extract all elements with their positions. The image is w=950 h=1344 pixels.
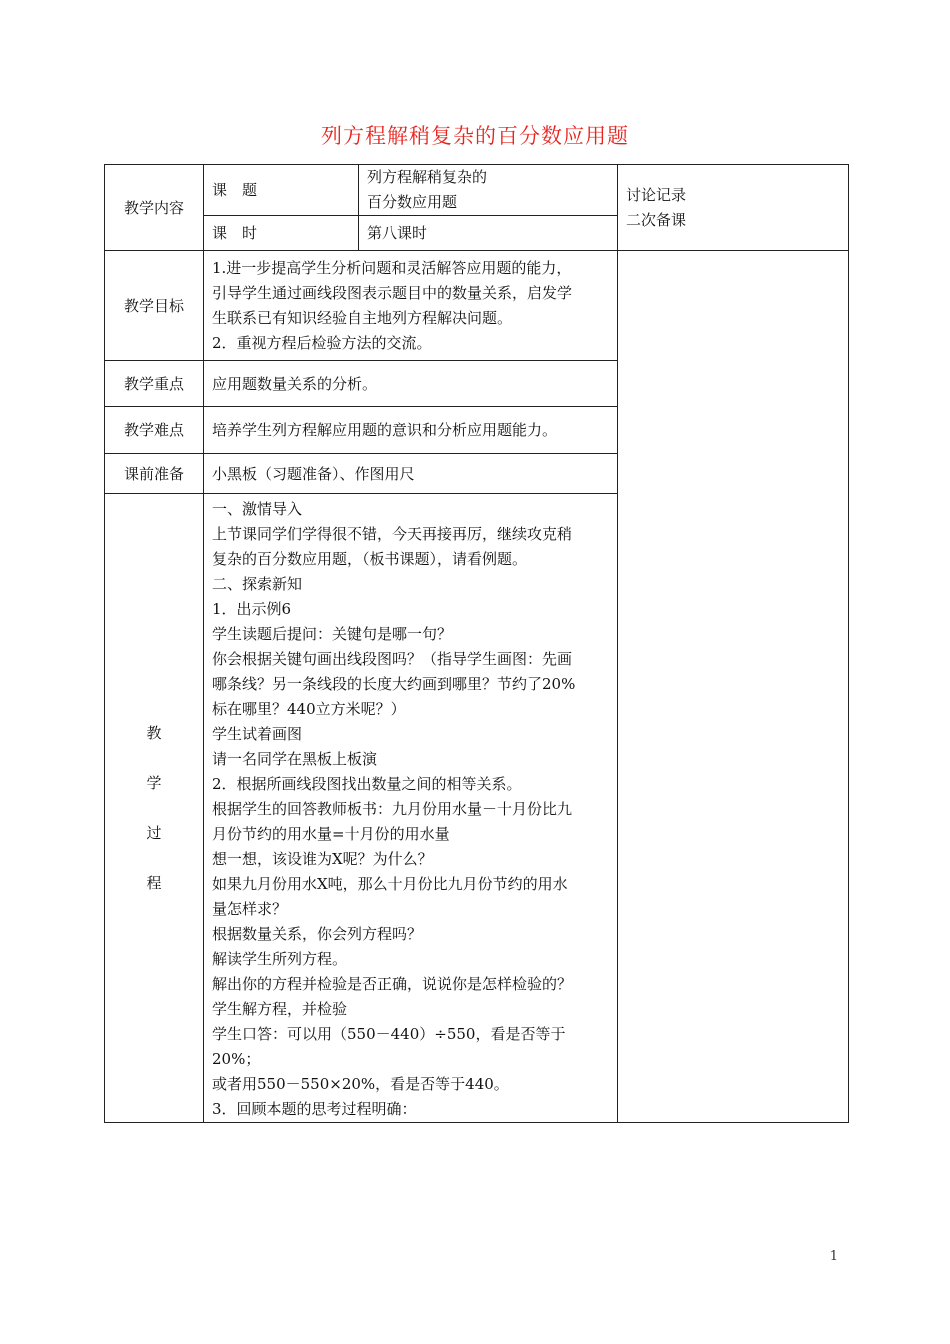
preparation-label: 课前准备 — [105, 454, 204, 494]
teaching-process-content — [204, 494, 618, 1123]
process-line: 根据学生的回答教师板书：九月份用水量－十月份比九 — [212, 800, 573, 818]
process-line: 或者用550－550×20%，看是否等于440。 — [212, 1075, 509, 1093]
process-line: 解出你的方程并检验是否正确，说说你是怎样检验的？ — [212, 975, 573, 993]
difficulty-label: 教学难点 — [105, 407, 204, 454]
process-line: 学生解方程，并检验 — [212, 1000, 348, 1018]
teaching-process-label — [105, 494, 204, 1123]
key-point-label: 教学重点 — [105, 361, 204, 407]
topic-value — [359, 165, 618, 216]
discussion-notes-column — [618, 251, 849, 1123]
teaching-content-label: 教学内容 — [105, 165, 204, 251]
topic-row — [105, 165, 849, 216]
goal-line: 1.进一步提高学生分析问题和灵活解答应用题的能力， — [212, 258, 572, 277]
process-line: 上节课同学们学得很不错，今天再接再厉，继续攻克稍 — [212, 525, 573, 543]
process-label-char: 程 — [146, 874, 162, 892]
goal-line: 生联系已有知识经验自主地列方程解决问题。 — [212, 308, 513, 327]
process-line: 3．回顾本题的思考过程明确： — [212, 1100, 417, 1118]
lesson-plan-table — [104, 164, 849, 1123]
process-line: 一、激情导入 — [212, 500, 303, 518]
page-number: 1 — [829, 1249, 838, 1264]
goals-row — [105, 251, 849, 361]
goal-line: 引导学生通过画线段图表示题目中的数量关系，启发学 — [212, 283, 573, 302]
process-line: 复杂的百分数应用题，（板书课题），请看例题。 — [212, 550, 528, 568]
process-line: 二、探索新知 — [212, 575, 303, 593]
process-line: 想一想，该设谁为X呢？为什么？ — [212, 850, 433, 868]
process-line: 学生读题后提问：关键句是哪一句？ — [212, 625, 453, 643]
process-line: 请一名同学在黑板上板演 — [212, 750, 378, 768]
preparation-text: 小黑板（习题准备）、作图用尺 — [204, 454, 618, 494]
page-title: 列方程解稍复杂的百分数应用题 — [321, 124, 629, 148]
period-value: 第八课时 — [359, 216, 618, 251]
teaching-goals-content — [204, 251, 618, 361]
difficulty-text: 培养学生列方程解应用题的意识和分析应用题能力。 — [204, 407, 618, 454]
topic-label: 课 题 — [204, 165, 359, 216]
discussion-notes-header — [618, 165, 849, 251]
process-line: 你会根据关键句画出线段图吗？（指导学生画图：先画 — [212, 650, 573, 668]
process-line: 哪条线？另一条线段的长度大约画到哪里？节约了20% — [212, 675, 576, 693]
process-line: 学生口答：可以用（550－440）÷550，看是否等于20%； — [212, 1025, 566, 1068]
process-line: 2．根据所画线段图找出数量之间的相等关系。 — [212, 775, 522, 793]
process-line: 学生试着画图 — [212, 725, 303, 743]
process-line: 标在哪里？440立方米呢？） — [212, 700, 406, 718]
topic-value-line: 列方程解稍复杂的 — [367, 168, 488, 186]
process-line: 量怎样求？ — [212, 900, 288, 918]
process-label-char: 学 — [146, 774, 162, 792]
goal-line: 2．重视方程后检验方法的交流。 — [212, 333, 432, 352]
second-preparation-label: 二次备课 — [626, 210, 687, 229]
key-point-text: 应用题数量关系的分析。 — [204, 361, 618, 407]
process-line: 根据数量关系，你会列方程吗？ — [212, 925, 423, 943]
process-label-char: 过 — [146, 824, 162, 842]
period-label: 课 时 — [204, 216, 359, 251]
process-line: 月份节约的用水量=十月份的用水量 — [212, 825, 450, 843]
discussion-record-label: 讨论记录 — [626, 185, 687, 204]
process-line: 1．出示例6 — [212, 600, 292, 618]
process-line: 解读学生所列方程。 — [212, 950, 348, 968]
topic-value-line: 百分数应用题 — [367, 193, 458, 211]
process-line: 如果九月份用水X吨，那么十月份比九月份节约的用水 — [212, 875, 568, 893]
teaching-goals-label: 教学目标 — [105, 251, 204, 361]
process-label-char: 教 — [146, 724, 162, 742]
